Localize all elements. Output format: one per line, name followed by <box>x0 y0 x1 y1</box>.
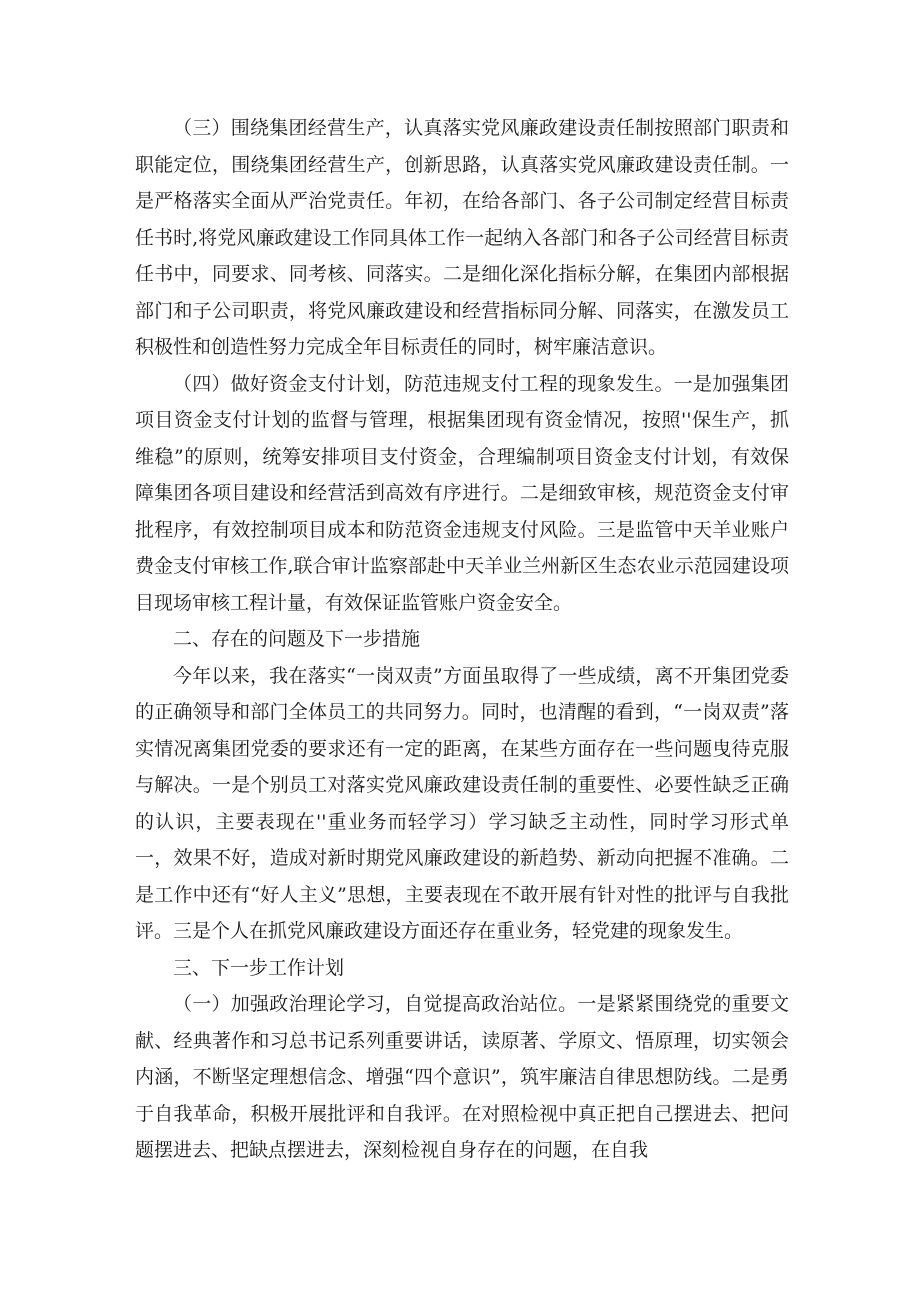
paragraph-problems-description: 今年以来，我在落实“一岗双责”方面虽取得了一些成绩，离不开集团党委的正确领导和部门全体员工的共同努力。同时，也清醒的看到，“一岗双责”落实情况离集团党委的要求还有一定的距离，在某些方面存在一些问题曳待克服与解决。一是个别员工对落实党风廉政建设责任制的重要性、必要性缺乏正确的认识，主要表现在''重业务而轻学习）学习缺乏主动性，同时学习形式单一，效果不好，造成对新时期党风廉政建设的新趋势、新动向把握不准确。二是工作中还有“好人主义”思想，主要表现在不敢开展有针对性的批评与自我批评。三是个人在抓党风廉政建设方面还存在重业务，轻党建的现象发生。 <box>135 664 789 942</box>
document-page <box>135 110 789 1169</box>
heading-next-work-plan: 三、下一步工作计划 <box>173 956 345 979</box>
paragraph-section-3-business-production: （三）围绕集团经营生产，认真落实党风廉政建设责任制按照部门职责和职能定位，围绕集团经营生产，创新思路，认真落实党风廉政建设责任制。一是严格落实全面从严治党责任。年初，在给各部门、各子公司制定经营目标责任书时,将党风廉政建设工作同具体工作一起纳入各部门和各子公司经营目标责任书中，同要求、同考核、同落实。二是细化深化指标分解，在集团内部根据部门和子公司职责，将党风廉政建设和经营指标同分解、同落实，在激发员工积极性和创造性努力完成全年目标责任的同时，树牢廉洁意识。 <box>135 117 789 358</box>
heading-problems-and-measures: 二、存在的问题及下一步措施 <box>173 628 421 650</box>
paragraph-plan-item-1: （一）加强政治理论学习，自觉提高政治站位。一是紧紧围绕党的重要文献、经典著作和习总书记系列重要讲话，读原著、学原文、悟原理，切实领会内涵，不断坚定理想信念、增强“四个意识”，筑牢廉洁自律思想防线。二是勇于自我革命，积极开展批评和自我评。在对照检视中真正把自己摆进去、把问题摆进去、把缺点摆进去，深刻检视自身存在的问题，在自我 <box>135 993 789 1161</box>
paragraph-section-4-fund-payment: （四）做好资金支付计划，防范违规支付工程的现象发生。一是加强集团项目资金支付计划的监督与管理，根据集团现有资金情况，按照''保生产，抓维稳”的原则，统筹安排项目支付资金，合理编制项目资金支付计划，有效保障集团各项目建设和经营活到高效有序进行。二是细致审核，规范资金支付审批程序，有效控制项目成本和防范资金违规支付风险。三是监管中天羊业账户费金支付审核工作,联合审计监察部赴中天羊业兰州新区生态农业示范园建设项目现场审核工程计量，有效保证监管账户资金安全。 <box>135 372 789 614</box>
